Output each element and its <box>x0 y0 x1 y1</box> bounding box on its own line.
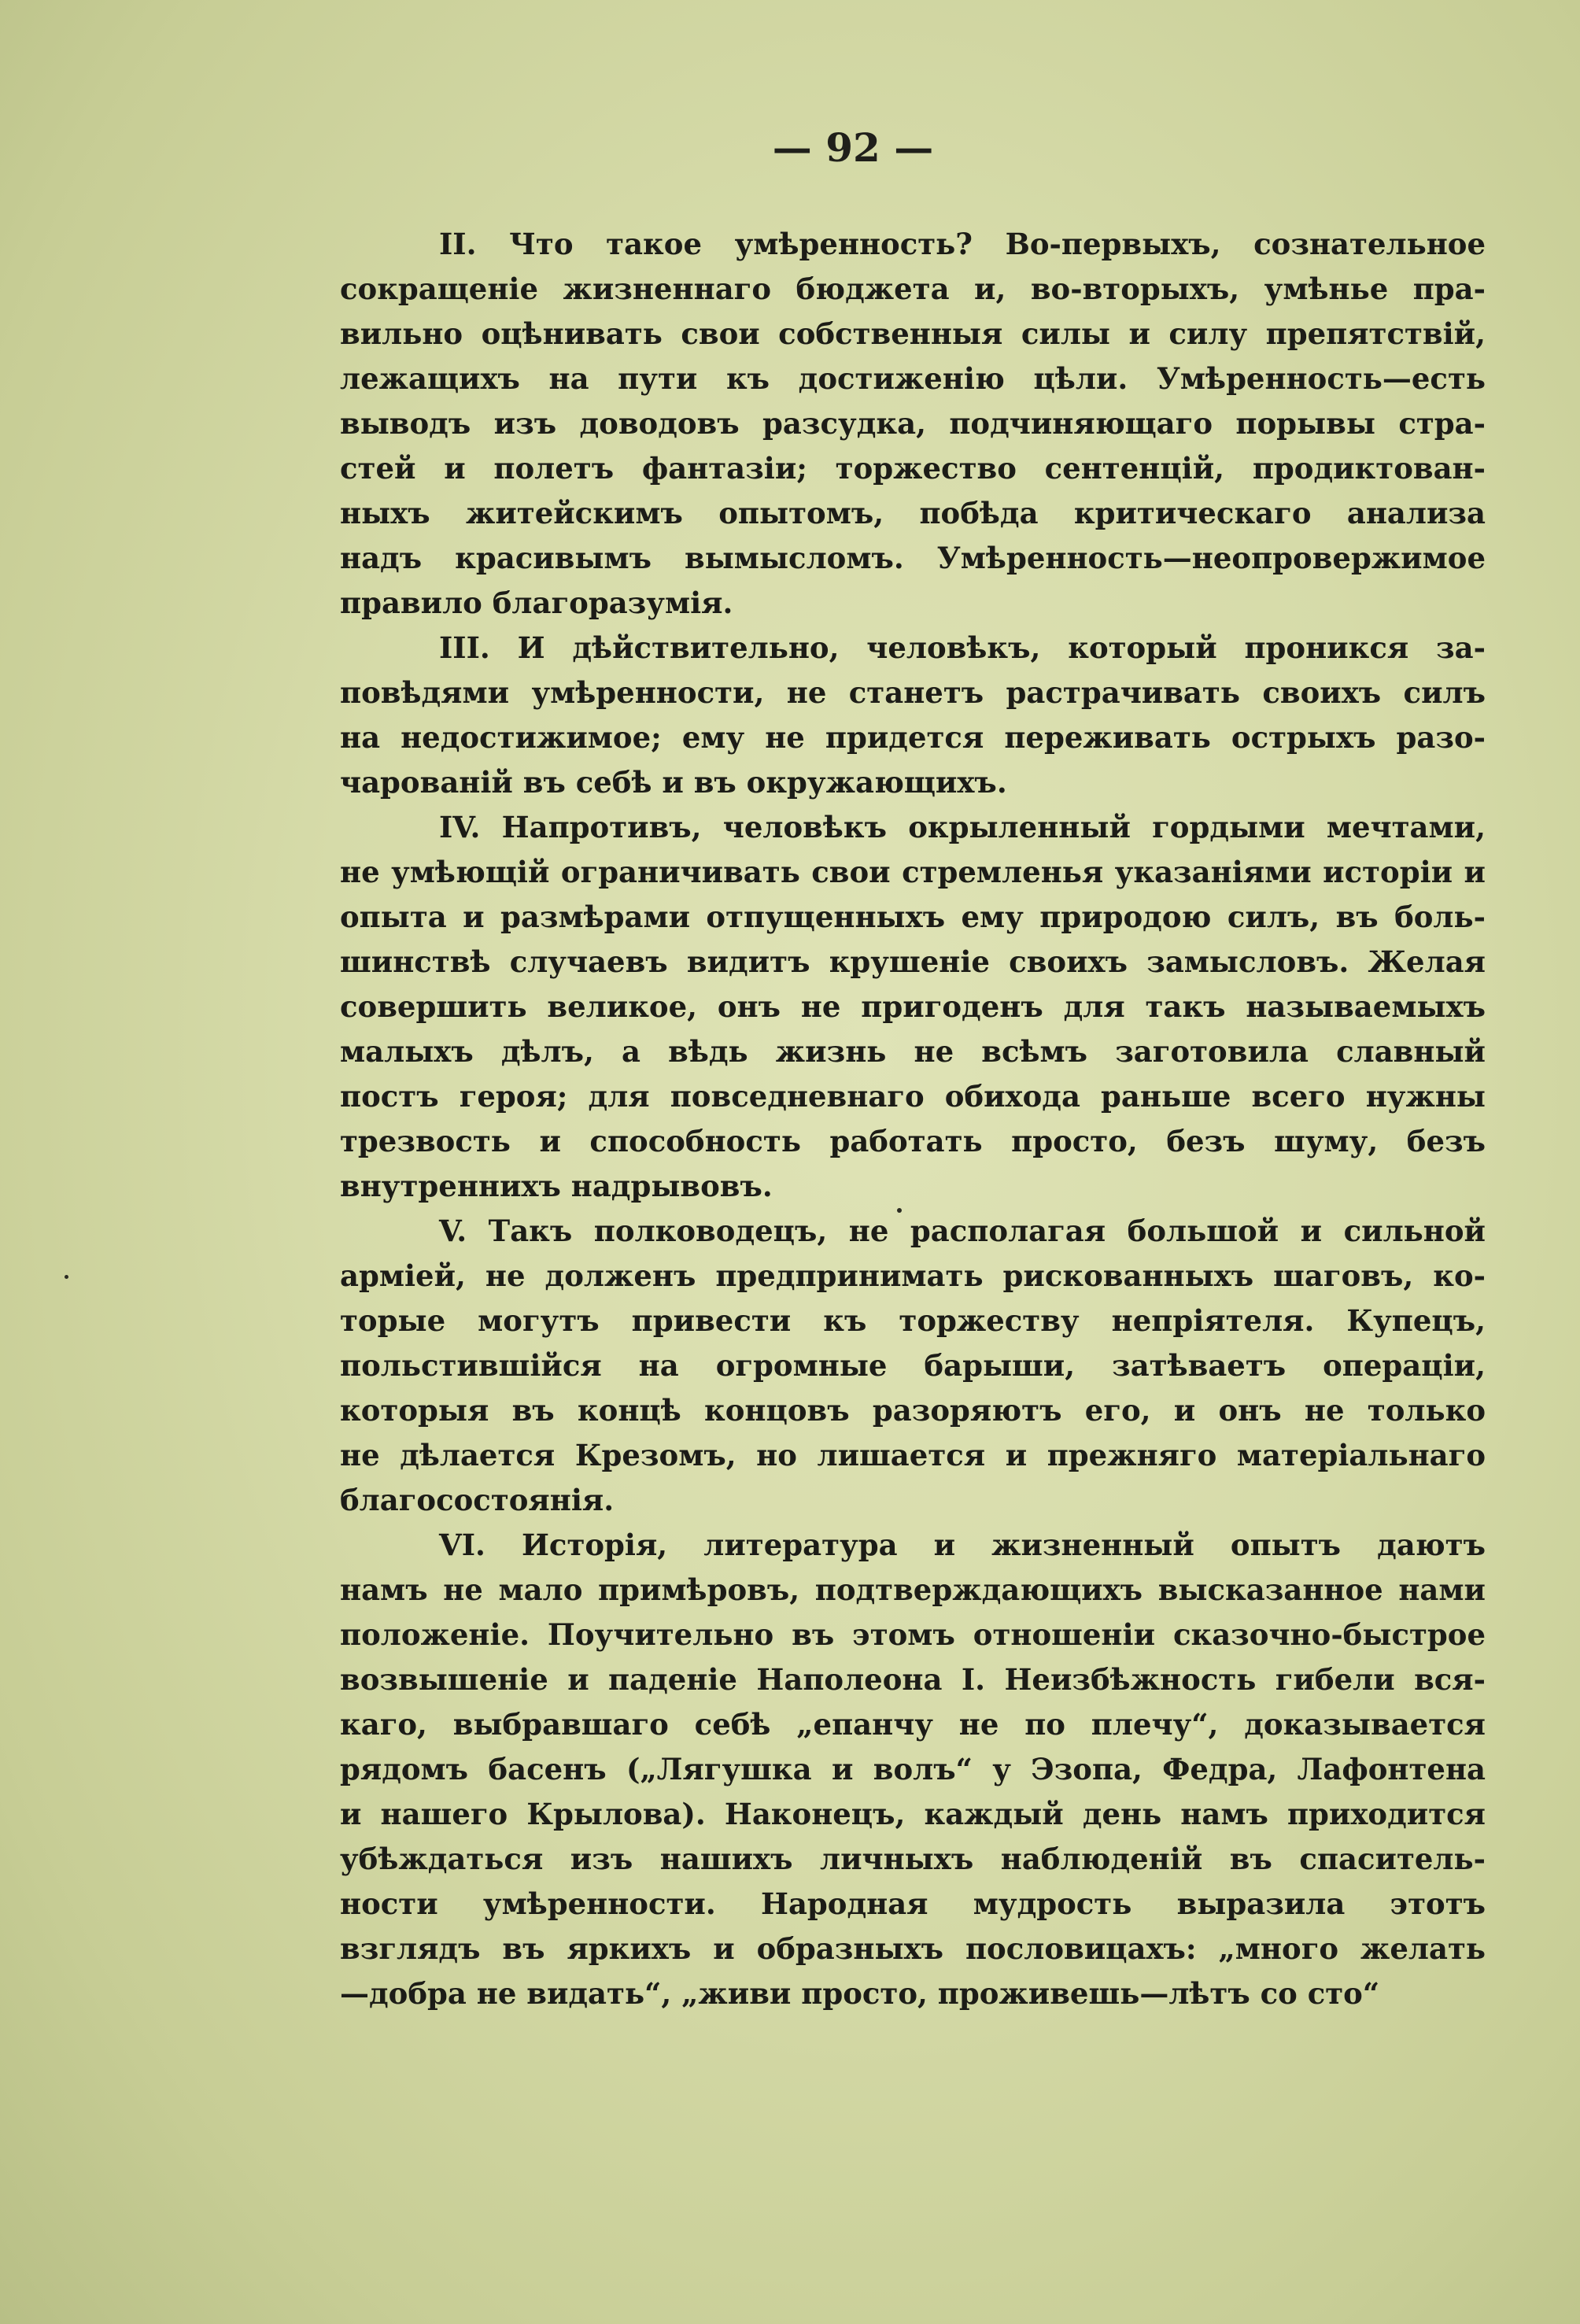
text-line: рядомъ басенъ („Лягушка и волъ“ у Эзопа, Федра, Лафонтена <box>340 1752 1486 1786</box>
text-line: шинствѣ случаевъ видитъ крушеніе своихъ замысловъ. Желая <box>340 944 1486 979</box>
text-line: выводъ изъ доводовъ разсудка, подчиняющаго порывы стра- <box>340 406 1486 441</box>
text-line: III. И дѣйствительно, человѣкъ, который проникся за- <box>439 630 1486 665</box>
text-line: возвышеніе и паденіе Наполеона I. Неизбѣжность гибели вся- <box>340 1662 1486 1697</box>
text-line: —добра не видать“, „живи просто, проживешь—лѣтъ со сто“ <box>340 1976 1380 2011</box>
paper-speck <box>65 1275 68 1279</box>
paragraph-vi <box>340 1523 1486 2016</box>
text-line: арміей, не долженъ предпринимать рискованныхъ шаговъ, ко- <box>340 1258 1486 1293</box>
text-line: IV. Напротивъ, человѣкъ окрыленный гордыми мечтами, <box>439 810 1486 844</box>
paragraph-iv <box>340 805 1486 1209</box>
text-line: положеніе. Поучительно въ этомъ отношеніи сказочно-быстрое <box>340 1617 1486 1652</box>
text-line: внутреннихъ надрывовъ. <box>340 1169 773 1203</box>
text-line: намъ не мало примѣровъ, подтверждающихъ высказанное нами <box>340 1572 1486 1607</box>
text-line: опыта и размѣрами отпущенныхъ ему природою силъ, въ боль- <box>340 900 1486 934</box>
paper-speck <box>897 1208 902 1213</box>
text-line: сокращеніе жизненнаго бюджета и, во-вторыхъ, умѣнье пра- <box>340 272 1486 306</box>
text-line: стей и полетъ фантазіи; торжество сентенцій, продиктован- <box>340 451 1486 486</box>
text-line: V. Такъ полководецъ, не располагая большой и сильной <box>439 1214 1486 1248</box>
text-line: постъ героя; для повседневнаго обихода раньше всего нужны <box>340 1079 1486 1114</box>
text-line: ныхъ житейскимъ опытомъ, побѣда критическаго анализа <box>340 496 1486 530</box>
text-line: и нашего Крылова). Наконецъ, каждый день намъ приходится <box>340 1797 1486 1831</box>
text-line: II. Что такое умѣренность? Во-первыхъ, сознательное <box>439 227 1486 261</box>
paragraph-v <box>340 1209 1486 1523</box>
text-line: повѣдями умѣренности, не станетъ растрачивать своихъ силъ <box>340 675 1486 710</box>
text-line: совершить великое, онъ не пригоденъ для такъ называемыхъ <box>340 989 1486 1024</box>
text-line: на недостижимое; ему не придется переживать острыхъ разо- <box>340 720 1486 755</box>
text-line: лежащихъ на пути къ достиженію цѣли. Умѣренность—есть <box>340 361 1486 396</box>
text-line: польстившійся на огромные барыши, затѣваетъ операціи, <box>340 1348 1486 1383</box>
text-line: чарованій въ себѣ и въ окружающихъ. <box>340 765 1007 800</box>
text-line: надъ красивымъ вымысломъ. Умѣренность—неопровержимое <box>340 541 1486 575</box>
text-line: VI. Исторія, литература и жизненный опытъ даютъ <box>439 1528 1486 1562</box>
text-line: трезвость и способность работать просто, безъ шуму, безъ <box>340 1124 1486 1158</box>
paragraph-ii <box>340 222 1486 626</box>
text-line: вильно оцѣнивать свои собственныя силы и силу препятствій, <box>340 316 1486 351</box>
page-number: — 92 — <box>772 124 934 171</box>
body-text <box>340 222 1486 2016</box>
text-line: благосостоянія. <box>340 1483 615 1517</box>
text-line: каго, выбравшаго себѣ „епанчу не по плечу“, доказывается <box>340 1707 1486 1742</box>
text-line: которыя въ концѣ концовъ разоряютъ его, и онъ не только <box>340 1393 1486 1428</box>
text-line: ности умѣренности. Народная мудрость выразила этотъ <box>340 1886 1486 1921</box>
text-line: взглядъ въ яркихъ и образныхъ пословицахъ: „много желать <box>340 1931 1486 1966</box>
text-line: убѣждаться изъ нашихъ личныхъ наблюденій въ спаситель- <box>340 1842 1486 1876</box>
text-line: не дѣлается Крезомъ, но лишается и прежняго матеріальнаго <box>340 1438 1486 1472</box>
text-line: торые могутъ привести къ торжеству непріятеля. Купецъ, <box>340 1303 1486 1338</box>
text-line: не умѣющій ограничивать свои стремленья указаніями исторіи и <box>340 855 1486 889</box>
text-line: малыхъ дѣлъ, а вѣдь жизнь не всѣмъ заготовила славный <box>340 1034 1486 1069</box>
text-line: правило благоразумія. <box>340 586 733 620</box>
paragraph-iii <box>340 626 1486 805</box>
